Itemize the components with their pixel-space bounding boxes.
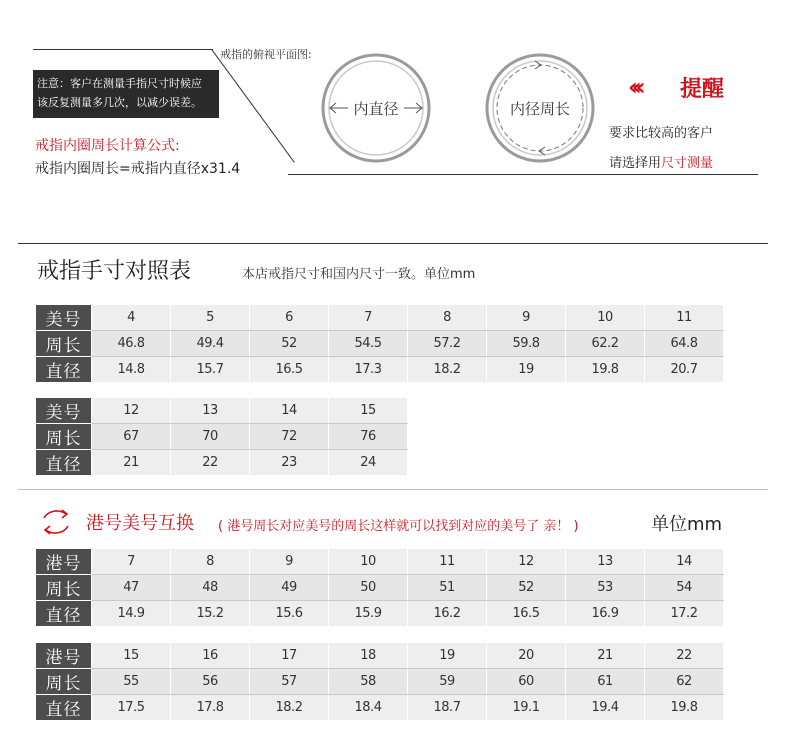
table-cell: 16.2 <box>408 601 487 627</box>
table-cell: 11 <box>408 549 487 575</box>
table-cell: 76 <box>329 424 408 450</box>
table-cell: 17 <box>250 643 329 669</box>
table-cell: 18.2 <box>250 695 329 721</box>
ring1-label: 内直径 <box>353 100 399 118</box>
table-cell: 51 <box>408 575 487 601</box>
table-cell: 15 <box>92 643 171 669</box>
diameter-row <box>36 601 724 627</box>
top-view-label: 戒指的俯视平面图: <box>220 48 312 61</box>
table-cell: 17.3 <box>329 357 408 383</box>
table-cell: 61 <box>566 669 645 695</box>
table-cell: 47 <box>92 575 171 601</box>
table-cell: 55 <box>92 669 171 695</box>
size-chart-subtitle: 本店戒指尺寸和国内尺寸一致。单位mm <box>242 267 476 282</box>
ring-inner-circumference <box>487 55 593 161</box>
table-cell: 12 <box>487 549 566 575</box>
table-cell: 70 <box>171 424 250 450</box>
table-cell: 16.5 <box>250 357 329 383</box>
table-cell: 24 <box>329 450 408 476</box>
table-cell: 18 <box>329 643 408 669</box>
row-header: 直径 <box>36 450 92 476</box>
ring2-label: 内径周长 <box>509 100 571 118</box>
table-cell: 52 <box>250 331 329 357</box>
row-header: 直径 <box>36 695 92 721</box>
row-header: 美号 <box>36 398 92 424</box>
table-cell: 57 <box>250 669 329 695</box>
row-header: 港号 <box>36 643 92 669</box>
top-rule-left <box>33 49 213 50</box>
table-cell: 17.2 <box>645 601 724 627</box>
table-cell: 17.5 <box>92 695 171 721</box>
hk-size-table-1 <box>36 549 724 627</box>
table-cell: 52 <box>487 575 566 601</box>
section-separator <box>18 489 768 490</box>
row-header: 周长 <box>36 669 92 695</box>
diameter-row <box>36 695 724 721</box>
table-cell: 22 <box>645 643 724 669</box>
circumference-row <box>36 575 724 601</box>
table-cell: 18.7 <box>408 695 487 721</box>
table-cell: 56 <box>171 669 250 695</box>
table-cell: 59 <box>408 669 487 695</box>
row-header: 周长 <box>36 575 92 601</box>
hk-size-table-2 <box>36 643 724 721</box>
table-cell: 10 <box>329 549 408 575</box>
table-cell: 16.9 <box>566 601 645 627</box>
remind-line2-highlight: 尺寸测量 <box>661 156 714 171</box>
circumference-row <box>36 669 724 695</box>
row-header: 周长 <box>36 424 92 450</box>
table-cell: 9 <box>487 305 566 331</box>
table-cell: 17.8 <box>171 695 250 721</box>
table-cell: 12 <box>92 398 171 424</box>
ring-inner-diameter <box>323 55 429 161</box>
table-cell: 50 <box>329 575 408 601</box>
table-cell: 14 <box>250 398 329 424</box>
us-size-table-1 <box>36 305 724 383</box>
table-cell: 18.2 <box>408 357 487 383</box>
table-cell: 7 <box>329 305 408 331</box>
table-cell: 19.1 <box>487 695 566 721</box>
table-cell: 15.9 <box>329 601 408 627</box>
table-cell: 18.4 <box>329 695 408 721</box>
table-cell: 4 <box>92 305 171 331</box>
table-cell: 16.5 <box>487 601 566 627</box>
table-cell: 11 <box>645 305 724 331</box>
table-cell: 20.7 <box>645 357 724 383</box>
table-cell: 49 <box>250 575 329 601</box>
row-header: 直径 <box>36 357 92 383</box>
table-cell: 20 <box>487 643 566 669</box>
chevrons-left-icon: ‹‹‹ <box>628 73 640 101</box>
table-cell: 8 <box>171 549 250 575</box>
table-cell: 49.4 <box>171 331 250 357</box>
circumference-row <box>36 424 408 450</box>
table-cell: 21 <box>92 450 171 476</box>
table-cell: 10 <box>566 305 645 331</box>
table-cell: 54.5 <box>329 331 408 357</box>
size-row <box>36 398 408 424</box>
size-row <box>36 305 724 331</box>
top-rule-bottom <box>288 174 758 175</box>
remind-line2 <box>609 152 713 171</box>
size-row <box>36 549 724 575</box>
table-cell: 21 <box>566 643 645 669</box>
table-cell: 62 <box>645 669 724 695</box>
table-cell: 62.2 <box>566 331 645 357</box>
table-cell: 15.2 <box>171 601 250 627</box>
row-header: 美号 <box>36 305 92 331</box>
exchange-title: 港号美号互换 <box>86 513 194 534</box>
table-cell: 13 <box>566 549 645 575</box>
measure-note-line1: 注意：客户在测量手指尺寸时候应 <box>37 77 202 90</box>
table-cell: 7 <box>92 549 171 575</box>
remind-line2-prefix: 请选择用 <box>609 156 662 171</box>
exchange-note: ( 港号周长对应美号的周长这样就可以找到对应的美号了 亲！ ) <box>218 519 579 534</box>
table-cell: 14 <box>645 549 724 575</box>
table-cell: 16 <box>171 643 250 669</box>
table-cell: 6 <box>250 305 329 331</box>
table-cell: 72 <box>250 424 329 450</box>
table-cell: 15.6 <box>250 601 329 627</box>
table-cell: 5 <box>171 305 250 331</box>
table-cell: 64.8 <box>645 331 724 357</box>
table-cell: 46.8 <box>92 331 171 357</box>
table-cell: 23 <box>250 450 329 476</box>
table-cell: 8 <box>408 305 487 331</box>
diameter-row <box>36 357 724 383</box>
formula-title: 戒指内圈周长计算公式: <box>35 138 180 154</box>
table-cell: 60 <box>487 669 566 695</box>
remind-title: 提醒 <box>680 77 725 102</box>
table-cell: 48 <box>171 575 250 601</box>
table-cell: 54 <box>645 575 724 601</box>
table-cell: 67 <box>92 424 171 450</box>
table-cell: 22 <box>171 450 250 476</box>
table-cell: 58 <box>329 669 408 695</box>
exchange-unit: 单位mm <box>651 514 723 535</box>
row-header: 周长 <box>36 331 92 357</box>
measure-note-line2: 该反复测量多几次，以减少误差。 <box>37 96 202 109</box>
exchange-arrows-icon <box>36 506 76 538</box>
formula-text: 戒指内圈周长=戒指内直径x31.4 <box>35 161 241 177</box>
table-cell: 19.8 <box>566 357 645 383</box>
table-cell: 53 <box>566 575 645 601</box>
table-cell: 19.4 <box>566 695 645 721</box>
row-header: 港号 <box>36 549 92 575</box>
table-cell: 57.2 <box>408 331 487 357</box>
table-cell: 15 <box>329 398 408 424</box>
circumference-row <box>36 331 724 357</box>
table-cell: 15.7 <box>171 357 250 383</box>
table-cell: 13 <box>171 398 250 424</box>
table-cell: 59.8 <box>487 331 566 357</box>
table-cell: 19 <box>487 357 566 383</box>
table-cell: 14.9 <box>92 601 171 627</box>
measure-note <box>33 70 219 118</box>
section-rule <box>18 243 768 244</box>
us-size-table-2 <box>36 398 408 476</box>
table-cell: 9 <box>250 549 329 575</box>
size-chart-title: 戒指手寸对照表 <box>37 259 192 284</box>
size-row <box>36 643 724 669</box>
row-header: 直径 <box>36 601 92 627</box>
remind-line1: 要求比较高的客户 <box>609 126 714 141</box>
table-cell: 19.8 <box>645 695 724 721</box>
table-cell: 14.8 <box>92 357 171 383</box>
ring-diagram <box>310 50 600 170</box>
diameter-row <box>36 450 408 476</box>
table-cell: 19 <box>408 643 487 669</box>
top-rule-diagonal <box>211 49 294 163</box>
